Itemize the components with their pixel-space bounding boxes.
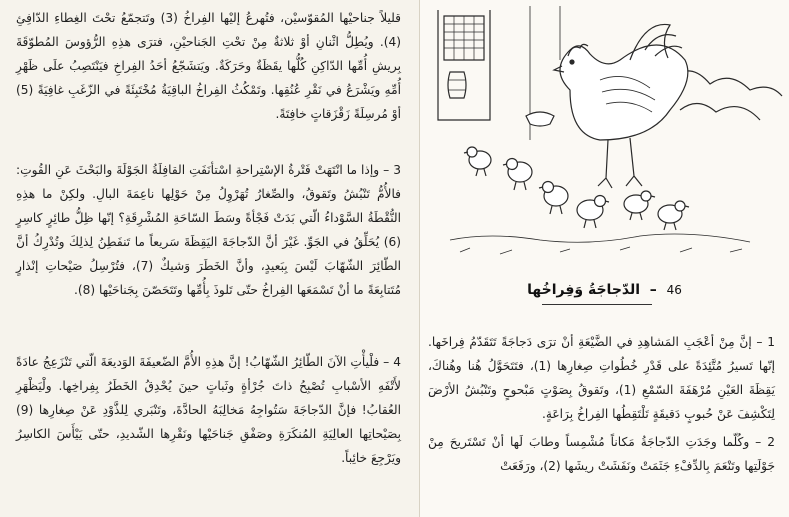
hen-and-chicks-illustration — [430, 0, 786, 262]
title-underline — [542, 304, 652, 305]
paragraph-3: 3 – وإذا ما انْتَهَتْ فَتْرةُ الإسْتِراحةِ اسْتأنَفَتِ القافِلَةُ الجَوْلَةَ والبَحْثَ عَنِ القُوتِ: فالأُمُّ تَنْبُشُ وتَقوقُ، والصِّغارُ تُهَرْوِلُ مِنْ حَوْلِها ناعِمَةَ البالِ. ولكِنْ ما هذِهِ النُّقْطَةُ السَّوْداءُ الّتي بَدَتْ فَجْأةً وسَطَ السّاحَةِ المُشْرِقَةِ؟ إنّها ظِلُّ طائِرٍ كاسِرٍ (6) يُحَلِّقُ في الجَوِّ. غَيْرَ أنَّ الدّجاجَةَ اليَقِظَةَ سَريعاً ما تَنفَطِنُ لِذلِكَ وتُدْرِكُ أنَّ الطّائِرَ الشّهّابَ لَيْسَ بِبَعيدٍ، وأنَّ الخَطَرَ وَشيكٌ (7)، فتُرْسِلُ صَيْحاتِ إنْذارٍ مُتَتابِعَةً ما أنْ تَسْمَعَها الفِراخُ حتّى تَلوذَ بِأُمِّها وتَتَحَصّنَ بِجَناحَيْها (8). — [16, 163, 402, 297]
paragraph-4: 4 – فلْيأْتِ الآنَ الطّائِرُ الشّهّابُ! إنَّ هذِهِ الأُمَّ الضّعيفَةَ الوَديعَةَ الّتي تَنْزَعِجُ عادَةً لأَتْفَهِ الأسْبابِ تُصْبِحُ ذاتَ جُرْأةٍ وثَباتٍ حينَ يُحْدِقُ الخَطَرُ بِفِراخِها. ولْيَظْهَرِ العُقابُ! فإنَّ الدّجاجَةَ سَتُواجِهُ مَخالِبَهُ الحادَّةَ، وتَنْبَري لِلذَّوْدِ عَنْ صِغارِها (9) بِصَيْحاتِها العالِيَةِ المُنكَرَةِ وصَفْقِ جَناحَيْها ونَقْرِها الشّديدِ، حتّى يَيْأَسَ الكاسِرُ ويَرْجِعَ خائِباً. — [16, 355, 401, 465]
paragraph-continuation: قليلاً جناحيْها المُقوّسيْن، فتُهرعُ إليْها الفِراخُ (3) وتَتجمّعُ تحْتَ الغِطاءِ الدّافِئِ (4). ويُطِلُّ اثْنانِ أوْ ثلاثةٌ مِنْ تحْتِ الجَناحيْنِ، فترَى هذِهِ الرُّؤوسَ المُطوّقَةَ بِريشِ أُمِّها الدّاكِنِ كُلُّها يقَظَةٌ وحَرَكَةٌ. ويَتشَجّعُ أحَدُ الفِراخِ فيَنْتَصِبُ علَى ظَهْرِ أُمِّهِ ويَشْرَعُ في نَقْرِ عُنُقِها. وتَمْكُثُ الفِراخُ الباقِيَةُ مُخْتَبِئَةً في الزّغَبِ غافِيَةً (5) أوْ مُرسِلَةً زَقْزَقاتٍ خافِتَةً. — [16, 11, 402, 121]
paragraph-2: 2 – وكُلّما وجَدَتِ الدّجاجَةُ مَكاناً مُشْمِساً وطابَ لَها أنْ تَسْتَريحَ مِنْ جَوْلَتِها وتَنْعَمَ بِالدِّفْءِ جَثَمَتْ ونَفَشَتْ ريشَها (2)، ورَفَعَتْ — [428, 435, 775, 473]
right-page — [420, 0, 789, 517]
paragraph-1: 1 – إنَّ مِنْ أعْجَبِ المَشاهِدِ في الضَّيْعَةِ أنْ ترَى دَجاجَةً تَتَقَدّمُ فِراخَها. إنّها تَسيرُ مُتَّئِدَةً على قَدْرِ خُطُواتِ صِغارِها (1)، فتَتَحَوَّلُ هُنا وهُناكَ، يَقِظَةَ العَيْنِ مُرْهَفَةَ السّمْعِ (1)، وتَقوقُ بِصَوْتٍ مَبْحوحٍ وتَنْبُشُ الأرْضَ لِتَكْشِفَ عَنْ حُبوبٍ دَقيقَةٍ تَلْتَقِطُها الفِراخُ بِرَاعَةٍ. — [428, 335, 775, 421]
lesson-heading: 46 – الدّجاجَةُ وَفِراخُها — [527, 282, 682, 298]
lesson-number: 46 — [666, 283, 682, 297]
lesson-title: الدّجاجَةُ وَفِراخُها — [527, 282, 641, 298]
